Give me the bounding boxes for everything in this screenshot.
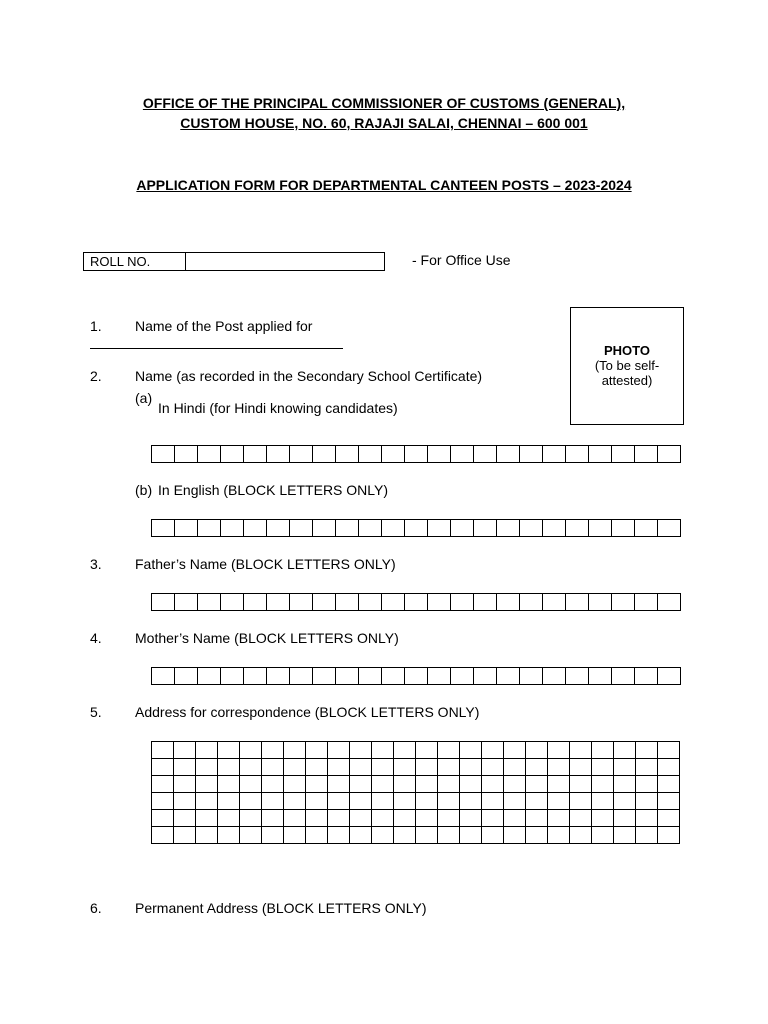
- character-box[interactable]: [359, 520, 382, 537]
- character-box[interactable]: [614, 827, 636, 844]
- character-box[interactable]: [482, 827, 504, 844]
- character-box[interactable]: [460, 827, 482, 844]
- character-box[interactable]: [306, 810, 328, 827]
- character-box[interactable]: [589, 668, 612, 685]
- character-box[interactable]: [244, 594, 267, 611]
- character-box[interactable]: [359, 446, 382, 463]
- character-box[interactable]: [290, 668, 313, 685]
- character-box[interactable]: [405, 446, 428, 463]
- character-box[interactable]: [359, 594, 382, 611]
- character-box[interactable]: [570, 793, 592, 810]
- character-box[interactable]: [394, 810, 416, 827]
- character-box[interactable]: [267, 594, 290, 611]
- character-box[interactable]: [504, 742, 526, 759]
- character-box[interactable]: [175, 594, 198, 611]
- character-box[interactable]: [497, 446, 520, 463]
- character-box[interactable]: [520, 520, 543, 537]
- character-box[interactable]: [284, 776, 306, 793]
- character-box[interactable]: [570, 742, 592, 759]
- character-box[interactable]: [152, 742, 174, 759]
- character-box[interactable]: [405, 520, 428, 537]
- character-box[interactable]: [482, 742, 504, 759]
- character-box[interactable]: [262, 759, 284, 776]
- character-box[interactable]: [240, 827, 262, 844]
- character-box[interactable]: [612, 668, 635, 685]
- character-box[interactable]: [416, 776, 438, 793]
- q2-label: Name (as recorded in the Secondary School Certificate): [135, 368, 483, 384]
- character-box[interactable]: [175, 446, 198, 463]
- character-box[interactable]: [336, 668, 359, 685]
- character-box[interactable]: [504, 776, 526, 793]
- character-box[interactable]: [152, 776, 174, 793]
- character-box[interactable]: [196, 793, 218, 810]
- character-box[interactable]: [196, 776, 218, 793]
- character-box[interactable]: [438, 776, 460, 793]
- character-box[interactable]: [218, 810, 240, 827]
- character-box[interactable]: [306, 742, 328, 759]
- name-english-grid[interactable]: [151, 519, 681, 537]
- q2b-marker: (b): [135, 482, 153, 498]
- character-box[interactable]: [267, 668, 290, 685]
- q2-number: 2.: [90, 368, 102, 384]
- character-box[interactable]: [240, 759, 262, 776]
- father-name-grid[interactable]: [151, 593, 681, 611]
- q1-label: Name of the Post applied for: [135, 318, 313, 334]
- character-box[interactable]: [451, 520, 474, 537]
- character-box[interactable]: [328, 827, 350, 844]
- character-box[interactable]: [240, 793, 262, 810]
- character-box[interactable]: [350, 776, 372, 793]
- character-box[interactable]: [497, 668, 520, 685]
- character-box[interactable]: [372, 759, 394, 776]
- character-box[interactable]: [244, 520, 267, 537]
- character-box[interactable]: [482, 759, 504, 776]
- character-box[interactable]: [543, 594, 566, 611]
- character-box[interactable]: [174, 742, 196, 759]
- character-box[interactable]: [451, 594, 474, 611]
- character-box[interactable]: [526, 759, 548, 776]
- character-box[interactable]: [328, 810, 350, 827]
- q5-label: Address for correspondence (BLOCK LETTERS ONLY): [135, 704, 480, 720]
- character-box[interactable]: [328, 776, 350, 793]
- character-box[interactable]: [152, 668, 175, 685]
- character-box[interactable]: [221, 520, 244, 537]
- character-box[interactable]: [328, 759, 350, 776]
- character-box[interactable]: [372, 827, 394, 844]
- character-box[interactable]: [526, 827, 548, 844]
- character-box[interactable]: [218, 742, 240, 759]
- character-box[interactable]: [438, 793, 460, 810]
- character-box[interactable]: [416, 827, 438, 844]
- photo-note-line2: attested): [601, 373, 653, 388]
- character-box[interactable]: [306, 776, 328, 793]
- roll-number-label: ROLL NO.: [84, 253, 186, 270]
- character-box[interactable]: [614, 742, 636, 759]
- character-box[interactable]: [262, 827, 284, 844]
- character-box[interactable]: [658, 776, 680, 793]
- character-box[interactable]: [428, 446, 451, 463]
- character-box[interactable]: [240, 776, 262, 793]
- character-box[interactable]: [474, 594, 497, 611]
- character-box[interactable]: [152, 759, 174, 776]
- character-box[interactable]: [359, 668, 382, 685]
- character-box[interactable]: [313, 668, 336, 685]
- character-box[interactable]: [218, 759, 240, 776]
- character-box[interactable]: [636, 742, 658, 759]
- character-box[interactable]: [313, 446, 336, 463]
- character-box[interactable]: [290, 520, 313, 537]
- q3-label: Father’s Name (BLOCK LETTERS ONLY): [135, 556, 396, 572]
- character-box[interactable]: [460, 742, 482, 759]
- character-box[interactable]: [636, 776, 658, 793]
- character-box[interactable]: [460, 776, 482, 793]
- character-box[interactable]: [460, 793, 482, 810]
- character-box[interactable]: [504, 827, 526, 844]
- character-box[interactable]: [313, 520, 336, 537]
- character-box[interactable]: [438, 810, 460, 827]
- character-box[interactable]: [240, 810, 262, 827]
- character-box[interactable]: [570, 827, 592, 844]
- character-box[interactable]: [267, 520, 290, 537]
- character-box[interactable]: [658, 827, 680, 844]
- character-box[interactable]: [658, 594, 681, 611]
- character-box[interactable]: [416, 793, 438, 810]
- character-box[interactable]: [405, 594, 428, 611]
- name-hindi-grid[interactable]: [151, 445, 681, 463]
- character-box[interactable]: [306, 759, 328, 776]
- character-box[interactable]: [658, 793, 680, 810]
- character-box[interactable]: [221, 594, 244, 611]
- character-box[interactable]: [570, 810, 592, 827]
- photo-title: PHOTO: [604, 343, 650, 358]
- character-box[interactable]: [262, 793, 284, 810]
- character-box[interactable]: [658, 742, 680, 759]
- character-box[interactable]: [474, 668, 497, 685]
- character-box[interactable]: [152, 594, 175, 611]
- character-box[interactable]: [543, 668, 566, 685]
- character-box[interactable]: [548, 759, 570, 776]
- character-box[interactable]: [405, 668, 428, 685]
- character-box[interactable]: [382, 446, 405, 463]
- character-box[interactable]: [428, 520, 451, 537]
- character-box[interactable]: [612, 446, 635, 463]
- q6-number: 6.: [90, 900, 102, 916]
- character-box[interactable]: [196, 827, 218, 844]
- character-box[interactable]: [244, 446, 267, 463]
- character-box[interactable]: [262, 810, 284, 827]
- character-box[interactable]: [218, 776, 240, 793]
- character-box[interactable]: [658, 668, 681, 685]
- q4-label: Mother’s Name (BLOCK LETTERS ONLY): [135, 630, 399, 646]
- character-box[interactable]: [635, 446, 658, 463]
- character-box[interactable]: [566, 668, 589, 685]
- character-box[interactable]: [635, 668, 658, 685]
- character-box[interactable]: [394, 827, 416, 844]
- character-box[interactable]: [372, 742, 394, 759]
- character-box[interactable]: [284, 793, 306, 810]
- character-box[interactable]: [566, 594, 589, 611]
- character-box[interactable]: [589, 594, 612, 611]
- character-box[interactable]: [240, 742, 262, 759]
- character-box[interactable]: [543, 520, 566, 537]
- character-box[interactable]: [262, 776, 284, 793]
- character-box[interactable]: [526, 810, 548, 827]
- character-box[interactable]: [198, 668, 221, 685]
- address-correspondence-grid[interactable]: [151, 741, 680, 844]
- character-box[interactable]: [152, 827, 174, 844]
- character-box[interactable]: [218, 827, 240, 844]
- character-box[interactable]: [350, 759, 372, 776]
- character-box[interactable]: [394, 776, 416, 793]
- character-box[interactable]: [614, 759, 636, 776]
- office-use-note: - For Office Use: [412, 252, 511, 268]
- character-box[interactable]: [382, 594, 405, 611]
- character-box[interactable]: [174, 810, 196, 827]
- character-box[interactable]: [221, 668, 244, 685]
- photo-box: [570, 307, 684, 425]
- roll-number-field[interactable]: [186, 253, 384, 270]
- character-box[interactable]: [504, 759, 526, 776]
- character-box[interactable]: [313, 594, 336, 611]
- character-box[interactable]: [636, 827, 658, 844]
- character-box[interactable]: [306, 827, 328, 844]
- character-box[interactable]: [174, 759, 196, 776]
- character-box[interactable]: [482, 793, 504, 810]
- character-box[interactable]: [174, 793, 196, 810]
- character-box[interactable]: [592, 827, 614, 844]
- character-box[interactable]: [548, 776, 570, 793]
- character-box[interactable]: [152, 446, 175, 463]
- character-box[interactable]: [394, 759, 416, 776]
- character-box[interactable]: [526, 776, 548, 793]
- character-box[interactable]: [244, 668, 267, 685]
- character-box[interactable]: [196, 742, 218, 759]
- character-box[interactable]: [306, 793, 328, 810]
- character-box[interactable]: [589, 520, 612, 537]
- character-box[interactable]: [592, 776, 614, 793]
- character-box[interactable]: [198, 446, 221, 463]
- character-box[interactable]: [175, 520, 198, 537]
- character-box[interactable]: [218, 793, 240, 810]
- character-box[interactable]: [658, 759, 680, 776]
- character-box[interactable]: [451, 668, 474, 685]
- office-title-line2: CUSTOM HOUSE, NO. 60, RAJAJI SALAI, CHENNAI – 600 001: [180, 115, 588, 131]
- character-box[interactable]: [474, 520, 497, 537]
- character-box[interactable]: [284, 827, 306, 844]
- character-box[interactable]: [394, 793, 416, 810]
- character-box[interactable]: [592, 742, 614, 759]
- character-box[interactable]: [372, 776, 394, 793]
- character-box[interactable]: [336, 446, 359, 463]
- character-box[interactable]: [474, 446, 497, 463]
- character-box[interactable]: [428, 594, 451, 611]
- character-box[interactable]: [350, 827, 372, 844]
- character-box[interactable]: [497, 520, 520, 537]
- character-box[interactable]: [372, 793, 394, 810]
- character-box[interactable]: [174, 776, 196, 793]
- character-box[interactable]: [221, 446, 244, 463]
- character-box[interactable]: [336, 594, 359, 611]
- office-title-line1: OFFICE OF THE PRINCIPAL COMMISSIONER OF CUSTOMS (GENERAL),: [142, 95, 626, 111]
- character-box[interactable]: [152, 810, 174, 827]
- character-box[interactable]: [504, 793, 526, 810]
- character-box[interactable]: [658, 520, 681, 537]
- character-box[interactable]: [570, 759, 592, 776]
- character-box[interactable]: [636, 793, 658, 810]
- character-box[interactable]: [592, 793, 614, 810]
- character-box[interactable]: [438, 827, 460, 844]
- character-box[interactable]: [526, 793, 548, 810]
- character-box[interactable]: [482, 810, 504, 827]
- q2a-label: In Hindi (for Hindi knowing candidates): [158, 400, 398, 416]
- character-box[interactable]: [612, 594, 635, 611]
- character-box[interactable]: [520, 594, 543, 611]
- character-box[interactable]: [543, 446, 566, 463]
- character-box[interactable]: [504, 810, 526, 827]
- character-box[interactable]: [520, 668, 543, 685]
- form-title: APPLICATION FORM FOR DEPARTMENTAL CANTEEN POSTS – 2023-2024: [136, 177, 632, 193]
- character-box[interactable]: [328, 742, 350, 759]
- q1-number: 1.: [90, 318, 102, 334]
- q3-number: 3.: [90, 556, 102, 572]
- character-box[interactable]: [290, 594, 313, 611]
- character-box[interactable]: [592, 810, 614, 827]
- q2b-label: In English (BLOCK LETTERS ONLY): [158, 482, 389, 498]
- character-box[interactable]: [614, 793, 636, 810]
- character-box[interactable]: [460, 759, 482, 776]
- character-box[interactable]: [196, 759, 218, 776]
- character-box[interactable]: [460, 810, 482, 827]
- character-box[interactable]: [350, 810, 372, 827]
- character-box[interactable]: [382, 520, 405, 537]
- character-box[interactable]: [635, 520, 658, 537]
- q6-label: Permanent Address (BLOCK LETTERS ONLY): [135, 900, 427, 916]
- post-applied-line[interactable]: [90, 348, 343, 349]
- mother-name-grid[interactable]: [151, 667, 681, 685]
- character-box[interactable]: [566, 446, 589, 463]
- character-box[interactable]: [658, 446, 681, 463]
- q2a-marker: (a): [135, 390, 153, 406]
- roll-number-box: [83, 252, 385, 271]
- character-box[interactable]: [350, 793, 372, 810]
- character-box[interactable]: [548, 793, 570, 810]
- character-box[interactable]: [267, 446, 290, 463]
- character-box[interactable]: [152, 793, 174, 810]
- character-box[interactable]: [566, 520, 589, 537]
- character-box[interactable]: [328, 793, 350, 810]
- character-box[interactable]: [520, 446, 543, 463]
- character-box[interactable]: [196, 810, 218, 827]
- character-box[interactable]: [428, 668, 451, 685]
- character-box[interactable]: [548, 742, 570, 759]
- character-box[interactable]: [636, 810, 658, 827]
- character-box[interactable]: [416, 759, 438, 776]
- character-box[interactable]: [497, 594, 520, 611]
- character-box[interactable]: [284, 810, 306, 827]
- character-box[interactable]: [636, 759, 658, 776]
- character-box[interactable]: [548, 810, 570, 827]
- character-box[interactable]: [336, 520, 359, 537]
- character-box[interactable]: [284, 759, 306, 776]
- character-box[interactable]: [592, 759, 614, 776]
- character-box[interactable]: [372, 810, 394, 827]
- character-box[interactable]: [284, 742, 306, 759]
- character-box[interactable]: [482, 776, 504, 793]
- character-box[interactable]: [451, 446, 474, 463]
- character-box[interactable]: [614, 776, 636, 793]
- character-box[interactable]: [174, 827, 196, 844]
- character-box[interactable]: [382, 668, 405, 685]
- q4-number: 4.: [90, 630, 102, 646]
- character-box[interactable]: [589, 446, 612, 463]
- character-box[interactable]: [350, 742, 372, 759]
- q5-number: 5.: [90, 704, 102, 720]
- character-box[interactable]: [152, 520, 175, 537]
- photo-note-line1: (To be self-: [594, 358, 660, 373]
- character-box[interactable]: [526, 742, 548, 759]
- character-box[interactable]: [614, 810, 636, 827]
- character-box[interactable]: [175, 668, 198, 685]
- character-box[interactable]: [658, 810, 680, 827]
- character-box[interactable]: [548, 827, 570, 844]
- character-box[interactable]: [394, 742, 416, 759]
- character-box[interactable]: [198, 594, 221, 611]
- character-box[interactable]: [290, 446, 313, 463]
- character-box[interactable]: [612, 520, 635, 537]
- character-box[interactable]: [416, 810, 438, 827]
- character-box[interactable]: [198, 520, 221, 537]
- character-box[interactable]: [438, 742, 460, 759]
- character-box[interactable]: [262, 742, 284, 759]
- character-box[interactable]: [635, 594, 658, 611]
- character-box[interactable]: [570, 776, 592, 793]
- character-box[interactable]: [438, 759, 460, 776]
- character-box[interactable]: [416, 742, 438, 759]
